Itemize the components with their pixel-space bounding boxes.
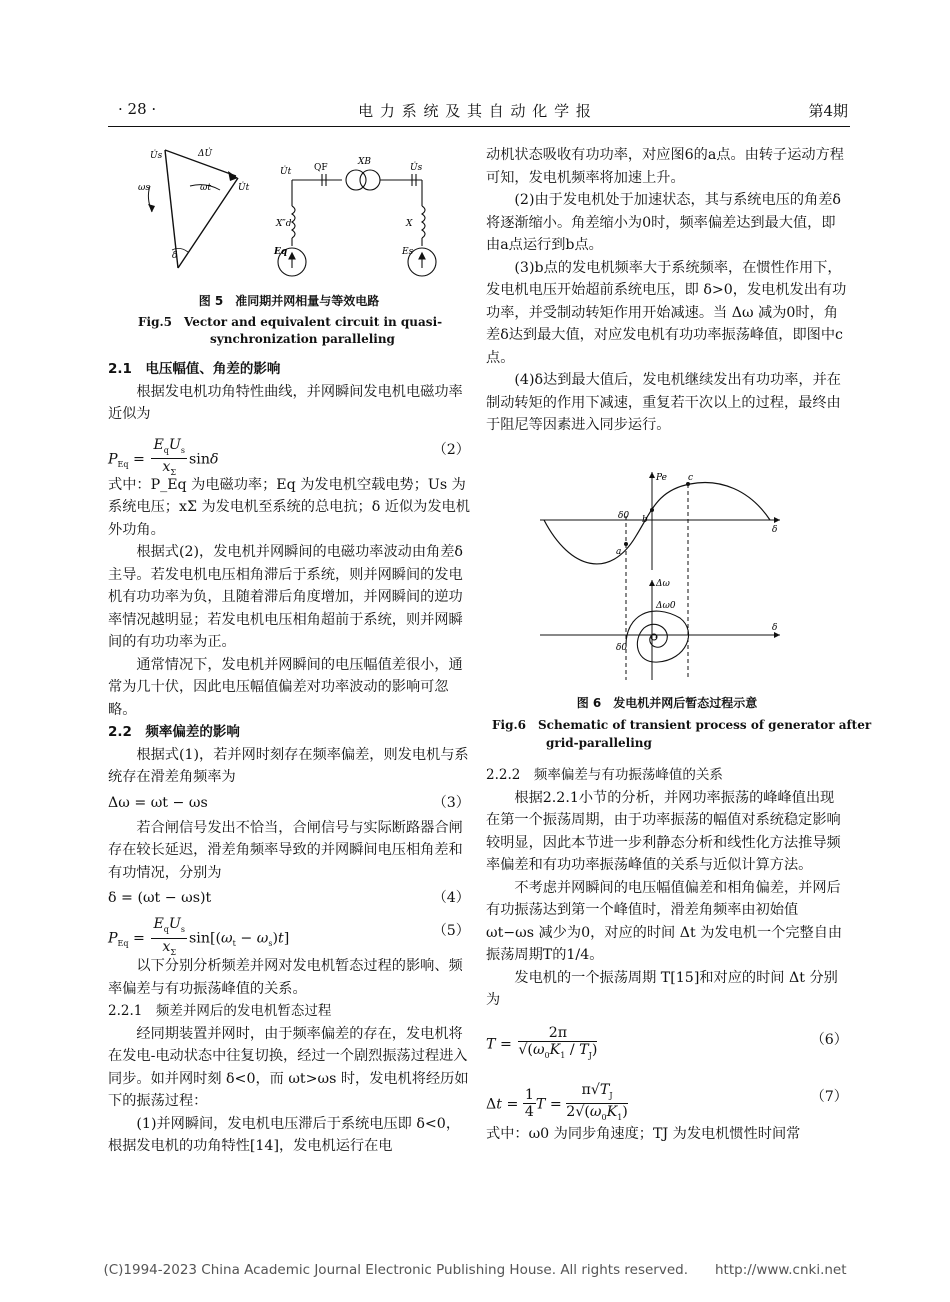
label-delta0-bottom: δ0 xyxy=(616,643,628,653)
label-ut-circuit: U̇t xyxy=(280,167,292,177)
label-dw: Δω xyxy=(656,579,670,589)
journal-title: 电 力 系 统 及 其 自 动 化 学 报 xyxy=(358,102,592,120)
left-para-6: 若合闸信号发出不恰当，合闸信号与实际断路器合闸存在较长延迟，滑差角频率导致的并网瞬间电压相角差和有功情况，分别为 xyxy=(108,819,463,881)
left-column xyxy=(108,358,470,1158)
figure-5 xyxy=(110,138,470,288)
left-para-5: 根据式(1)，若并网时刻存在频率偏差，则发电机与系统存在滑差角频率为 xyxy=(108,746,469,785)
fig5-caption-cn: 图 5 准同期并网相量与等效电路 xyxy=(198,294,380,308)
right-para-5: 根据2.2.1小节的分析，并网功率振荡的峰峰值出现在第一个振荡周期，由于功率振荡的幅值对系统稳定影响较明显，因此本节进一步利静态分析和线性化方法推导频率偏差和有功功率振荡峰值的关系与近似计算方法。 xyxy=(486,789,841,873)
right-para-1: 动机状态吸收有功功率，对应图6的a点。由转子运动方程可知，发电机频率将加速上升。 xyxy=(486,147,844,186)
equation-7: Δt = $\frac{1}{4}$ T = $\frac{\pi√T_J}{2√(\omega_0K_1)}$ （7） xyxy=(486,1081,848,1123)
right-para-2: (2)由于发电机处于加速状态，其与系统电压的角差δ将逐渐缩小。角差缩小为0时，频率偏差达到最大值，即由a点运行到b点。 xyxy=(486,192,841,253)
subsection-2-2-1: 2.2.1 频差并网后的发电机暂态过程 xyxy=(108,1003,332,1019)
label-point-b: b xyxy=(642,515,648,525)
fig5-caption-en-2: synchronization paralleling xyxy=(210,332,395,346)
eq6-number: （6） xyxy=(810,1031,848,1048)
right-column-top xyxy=(486,144,848,437)
label-delta: δ xyxy=(172,251,178,261)
eq7-number: （7） xyxy=(810,1088,848,1105)
label-xb: XB xyxy=(358,157,372,167)
vector-diagram xyxy=(138,147,250,268)
fig6-caption-en-2: grid-paralleling xyxy=(546,736,652,750)
issue-number: 第4期 xyxy=(808,102,848,120)
equation-5: $P_{Eq}$ = $\frac{E_qU_s}{x_\Sigma}$ $\sin[(\omega_t - \omega_s)t]$ （5） xyxy=(108,916,470,957)
label-ws: ωs xyxy=(138,183,150,193)
fig5-caption-en-1: Fig.5 Vector and equivalent circuit in quasi- xyxy=(138,315,443,329)
eq4-number: （4） xyxy=(432,890,470,906)
left-para-1: 根据发电机功角特性曲线，并网瞬间发电机电磁功率近似为 xyxy=(108,383,463,422)
left-para-8: 经同期装置并网时，由于频率偏差的存在，发电机将在发电-电动状态中往复切换，经过一个剧烈振荡过程进入同步。如并网时刻 δ<0，而 ωt>ωs 时，发电机将经历如下的振荡过程： xyxy=(108,1025,469,1109)
fig6-caption-cn: 图 6 发电机并网后暂态过程示意 xyxy=(576,696,758,710)
equation-3 xyxy=(108,792,470,814)
eq4-body: δ = (ωt − ωs)t xyxy=(108,890,212,906)
header-rule xyxy=(108,126,850,127)
equation-2: $P_{Eq}$ = $\frac{E_qU_s}{x_\Sigma}$ sinδ （2） xyxy=(108,436,470,478)
label-point-a: a xyxy=(616,547,622,557)
section-2-2: 2.2 频率偏差的影响 xyxy=(108,724,240,740)
label-xd: X″d xyxy=(276,219,292,229)
right-para-6: 不考虑并网瞬间的电压幅值偏差和相角偏差，并网后有功振荡达到第一个峰值时，滑差角频率由初始值 ωt−ωs 减少为0，对应的时间 Δt 为发电机一个完整自由振荡周期T的1/4。 xyxy=(486,879,843,963)
label-us-circuit: U̇s xyxy=(410,163,423,173)
eq5-number: （5） xyxy=(432,923,470,939)
eq2-number: （2） xyxy=(432,441,470,458)
left-para-3: 根据式(2)，发电机并网瞬间的电磁功率波动由角差δ主导。若发电机电压相角滞后于系统，则并网瞬间的发电机有功功率为负，且随着滞后角度增加，并网瞬间的逆功率情况越明显；若发电机电压相角超前于系统，则并网瞬间的有功功率为正。 xyxy=(108,544,463,650)
label-pe: Pe xyxy=(656,473,667,483)
equation-6: T = $\frac{2\pi}{√(\omega_0K_1 / T_J)}$ （6） xyxy=(486,1024,848,1060)
right-column-bottom xyxy=(486,764,848,1145)
label-es: Es xyxy=(402,247,414,257)
subsection-2-2-2: 2.2.2 频率偏差与有功振荡峰值的关系 xyxy=(486,767,723,783)
label-us: U̇s xyxy=(150,151,163,161)
copyright-footer: (C)1994-2023 China Academic Journal Electronic Publishing House. All rights reserved. http://www.cnki.net xyxy=(103,1262,847,1278)
label-delta-bottom: δ xyxy=(772,623,778,633)
label-point-c: c xyxy=(688,473,694,483)
label-delta-top: δ xyxy=(772,525,778,535)
right-para-4: (4)δ达到最大值后，发电机继续发出有功功率，并在制动转矩的作用下减速，重复若干次以上的过程，最终由于阻尼等因素进入同步运行。 xyxy=(486,372,841,433)
eq3-number: （3） xyxy=(432,794,470,811)
figure-6 xyxy=(540,470,800,680)
label-qf: QF xyxy=(314,163,328,173)
label-delta0-top: δ0 xyxy=(618,511,630,521)
right-para-7: 发电机的一个振荡周期 T[15]和对应的时间 Δt 分别为 xyxy=(486,969,838,1008)
label-du: ΔU̇ xyxy=(198,149,213,159)
label-x: X xyxy=(406,219,413,229)
left-para-2: 式中：P_Eq 为电磁功率；Eq 为发电机空载电势；Us 为系统电压；xΣ 为发电机至系统的总电抗；δ 近似为发电机外功角。 xyxy=(108,476,470,538)
section-2-1: 2.1 电压幅值、角差的影响 xyxy=(108,361,281,377)
power-angle-curve xyxy=(544,483,770,564)
left-para-7: 以下分别分析频差并网对发电机暂态过程的影响、频率偏差与有功振荡峰值的关系。 xyxy=(108,958,463,997)
left-para-4: 通常情况下，发电机并网瞬间的电压幅值差很小，通常为几十伏，因此电压幅值偏差对功率波动的影响可忽略。 xyxy=(108,656,463,718)
right-para-3: (3)b点的发电机频率大于系统频率，在惯性作用下，发电机电压开始超前系统电压，即 δ>0，发电机发出有功功率，并受制动转矩作用开始减速。当 Δω 减为0时，角差δ达到最大值，对应发电机有功功率振荡峰值，即图中c点。 xyxy=(486,259,847,366)
label-wt: ωt xyxy=(200,183,211,193)
label-eq: Eq xyxy=(274,247,288,257)
right-para-8: 式中：ω0 为同步角速度；TJ 为发电机惯性时间常 xyxy=(486,1125,801,1142)
label-ut: U̇t xyxy=(238,183,250,193)
eq3-body: Δω = ωt − ωs xyxy=(108,794,208,811)
left-para-9: (1)并网瞬间，发电机电压滞后于系统电压即 δ<0，根据发电机的功角特性[14]，发电机运行在电 xyxy=(108,1115,461,1154)
label-dw0: Δω0 xyxy=(656,601,676,611)
page-number: · 28 · xyxy=(118,100,157,118)
equation-4 xyxy=(108,887,470,909)
fig6-caption-en-1: Fig.6 Schematic of transient process of generator after xyxy=(492,718,872,732)
